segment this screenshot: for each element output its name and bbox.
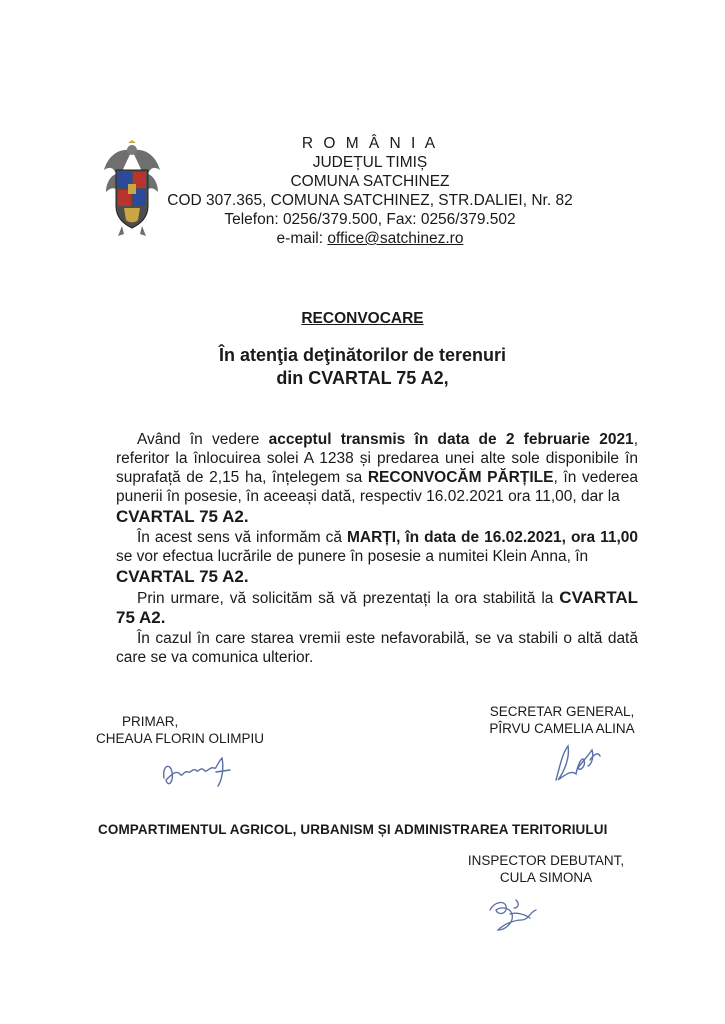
inspector-name: CULA SIMONA <box>499 870 593 885</box>
paragraph-4: În cazul în care starea vremii este nefavorabilă, se va stabili o altă dată care se va comunica ulterior. <box>116 630 638 666</box>
mayor-title: PRIMAR, <box>122 714 179 729</box>
p1-bold-reconvocam: RECONVOCĂM PĂRȚILE <box>367 469 554 486</box>
country-name: R O M Â N I A <box>301 135 439 152</box>
p1-text-c: , referitor la înlocuirea solei A 1238 și predarea unei alte sole disponibile în suprafață de 2,15 ha, înțelegem sa <box>116 431 638 486</box>
paragraph-1-end <box>116 507 638 527</box>
p1-text-e: , în vederea punerii în posesie, în aceeași dată, respectiv 16.02.2021 ora 11,00, dar la <box>116 469 638 505</box>
secretary-signature-image <box>548 736 608 786</box>
p2-bold-date: MARȚI, în data de 16.02.2021, ora 11,00 <box>347 529 638 546</box>
p3-cvartal: CVARTAL 75 A2. <box>116 588 638 627</box>
paragraph-3 <box>116 588 638 628</box>
paragraph-1 <box>116 430 638 506</box>
address-line: COD 307.365, COMUNA SATCHINEZ, STR.DALIEI, Nr. 82 <box>167 192 573 209</box>
p2-text-a: În acest sens vă informăm că <box>137 529 347 546</box>
commune-name: COMUNA SATCHINEZ <box>290 173 450 190</box>
subtitle-line-2: din CVARTAL 75 A2, <box>276 368 449 388</box>
mayor-signature-image <box>158 748 248 792</box>
inspector-signature-block <box>446 852 646 886</box>
secretary-signature-block <box>462 703 662 737</box>
secretary-name: PÎRVU CAMELIA ALINA <box>489 721 635 736</box>
p1-cvartal: CVARTAL 75 A2. <box>116 507 249 526</box>
document-subtitle <box>0 344 725 390</box>
mayor-signature-block <box>96 713 296 747</box>
subtitle-line-1: În atenţia deţinătorilor de terenuri <box>218 345 507 365</box>
p3-text-a: Prin urmare, vă solicităm să vă prezentați la ora stabilită la <box>137 590 560 607</box>
paragraph-2-end <box>116 567 638 587</box>
institution-header <box>150 134 590 248</box>
p1-text-a: Având în vedere <box>137 431 269 448</box>
secretary-title: SECRETAR GENERAL, <box>489 704 635 719</box>
document-title: RECONVOCARE <box>301 310 424 327</box>
email-label: e-mail: <box>276 230 328 247</box>
county-name: JUDEȚUL TIMIȘ <box>312 154 428 171</box>
email-link[interactable]: office@satchinez.ro <box>327 230 464 247</box>
p1-bold-date: acceptul transmis în data de 2 februarie 2021 <box>268 431 634 448</box>
p2-text-c: se vor efectua lucrările de punere în posesie a numitei Klein Anna, în <box>116 548 589 565</box>
email-line <box>150 229 590 248</box>
document-body <box>116 430 638 668</box>
inspector-title: INSPECTOR DEBUTANT, <box>467 853 625 868</box>
phone-line: Telefon: 0256/379.500, Fax: 0256/379.502 <box>224 211 516 228</box>
inspector-signature-image <box>480 890 550 936</box>
mayor-name: CHEAUA FLORIN OLIMPIU <box>96 731 265 746</box>
department-heading: COMPARTIMENTUL AGRICOL, URBANISM ȘI ADMINISTRAREA TERITORIULUI <box>98 822 608 837</box>
p2-cvartal: CVARTAL 75 A2. <box>116 567 249 586</box>
paragraph-2 <box>116 528 638 566</box>
